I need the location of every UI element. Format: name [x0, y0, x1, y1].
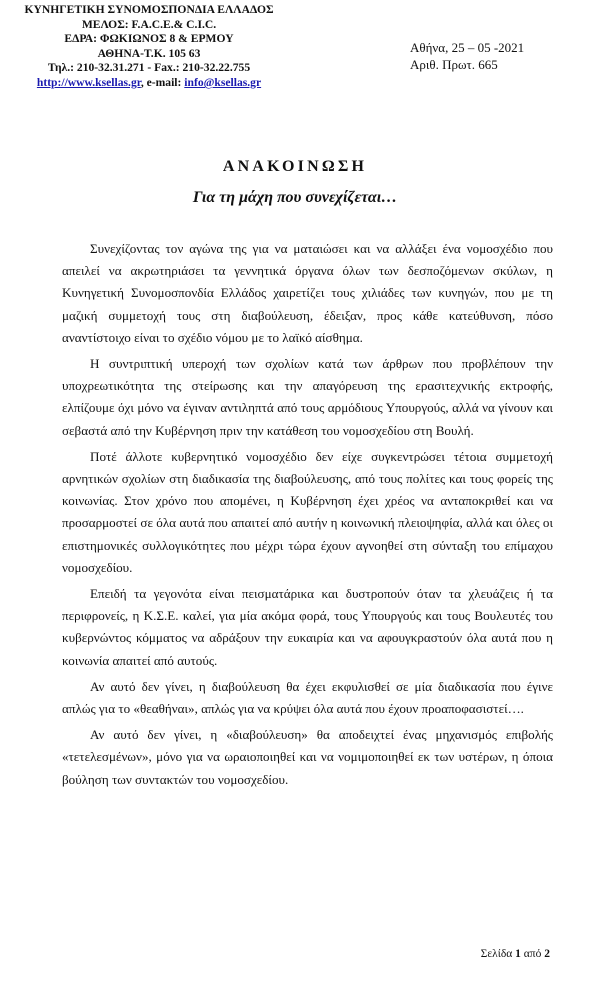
website-link[interactable]: http://www.ksellas.gr: [36, 75, 141, 89]
paragraph: Επειδή τα γεγονότα είναι πεισματάρικα και δυστροπούν όταν τα χλευάζεις ή τα περιφρονείς, η Κ.Σ.Ε. καλεί, για μία ακόμα φορά, τους Υπουργούς και τους Βουλευτές του κυβερνώντος κόμματος να αδράξουν την ευκαιρία και να αφουγκραστούν όλα αυτά που η κοινωνία απαιτεί από αυτούς.: [62, 586, 553, 668]
document-body: [62, 238, 553, 795]
document-title: ΑΝΑΚΟΙΝΩΣΗ: [222, 158, 368, 175]
contact-line: [4, 76, 294, 91]
document-meta: [410, 40, 524, 73]
document-subtitle: Για τη μάχη που συνεχίζεται…: [192, 189, 398, 206]
paragraph: Αν αυτό δεν γίνει, η διαβούλευση θα έχει εκφυλισθεί σε μία διαδικασία που έγινε απλώς για το «θεαθήναι», απλώς για να κρύψει όλα αυτά που έχουν προαποφασιστεί….: [62, 678, 553, 717]
address: ΕΔΡΑ: ΦΩΚΙΩΝΟΣ 8 & ΕΡΜΟΥ: [64, 32, 234, 46]
paragraph: Συνεχίζοντας τον αγώνα της για να ματαιώσει και να αλλάξει ένα νομοσχέδιο που απειλεί να ακρωτηριάσει τα γεννητικά όργανα όλων των δεσποζόμενων σκύλων, η Κυνηγετική Συνομοσπονδία Ελλάδος χαιρετίζει τους χιλιάδες των κυνηγών, που με τη μαζική συμμετοχή τους στη διαβούλευση, έδειξαν, προς κάθε κατεύθυνση, πόσο αναντίστοιχο είναι το σχέδιο νόμου με το λαϊκό αίσθημα.: [62, 241, 553, 345]
page-of: από: [523, 948, 542, 960]
email-label: , e-mail:: [140, 75, 185, 89]
paragraph: Αν αυτό δεν γίνει, η «διαβούλευση» θα αποδειχτεί ένας μηχανισμός επιβολής «τετελεσμένων», μόνο για να ωραιοποιηθεί και να νομιμοποιηθεί εκ των υστέρων, η όποια βούληση των συντακτών του νομοσχεδίου.: [62, 727, 553, 787]
page-total: 2: [544, 948, 550, 960]
email-link[interactable]: info@ksellas.gr: [184, 75, 262, 89]
page-number: [481, 948, 550, 960]
phone-fax: Τηλ.: 210-32.31.271 - Fax.: 210-32.22.755: [47, 61, 251, 75]
city-postcode: ΑΘΗΝΑ-Τ.Κ. 105 63: [97, 46, 201, 60]
paragraph: Ποτέ άλλοτε κυβερνητικό νομοσχέδιο δεν είχε συγκεντρώσει τέτοια συμμετοχή αρνητικών σχολίων στη διαδικασία της διαβούλευσης, από τους πολίτες και τους φορείς της κοινωνίας. Στον χρόνο που απομένει, η Κυβέρνηση έχει χρέος να ανταποκριθεί και να προσαρμοστεί σε όλα αυτά που απαιτεί από αυτήν η κοινωνική πλειοψηφία, αλλά και όλες οι επιστημονικές συλλογικότητες που μέχρι τώρα έχουν αγνοηθεί στη σύνταξη του επίμαχου νομοσχεδίου.: [62, 448, 553, 575]
letterhead: [4, 3, 294, 91]
protocol-number: Αριθ. Πρωτ. 665: [410, 56, 498, 72]
paragraph: Η συντριπτική υπεροχή των σχολίων κατά των άρθρων που προβλέπουν την υποχρεωτικότητα της στείρωσης και την απαγόρευση της ερασιτεχνικής εκτροφής, ελπίζουμε όχι μόνο να έγιναν αντιληπτά από τους αρμόδιους Υπουργούς, αλλά να γίνουν και σεβαστά από την Κυβέρνηση πριν την κατάθεση του νομοσχεδίου στη Βουλή.: [62, 356, 553, 438]
date: Αθήνα, 25 – 05 -2021: [410, 40, 525, 55]
org-name: ΚΥΝΗΓΕΤΙΚΗ ΣΥΝΟΜΟΣΠΟΝΔΙΑ ΕΛΛΑΔΟΣ: [24, 3, 274, 16]
page-current: 1: [515, 948, 521, 960]
membership: ΜΕΛΟΣ: F.A.C.E.& C.I.C.: [81, 17, 217, 31]
page-label: Σελίδα: [480, 948, 513, 960]
